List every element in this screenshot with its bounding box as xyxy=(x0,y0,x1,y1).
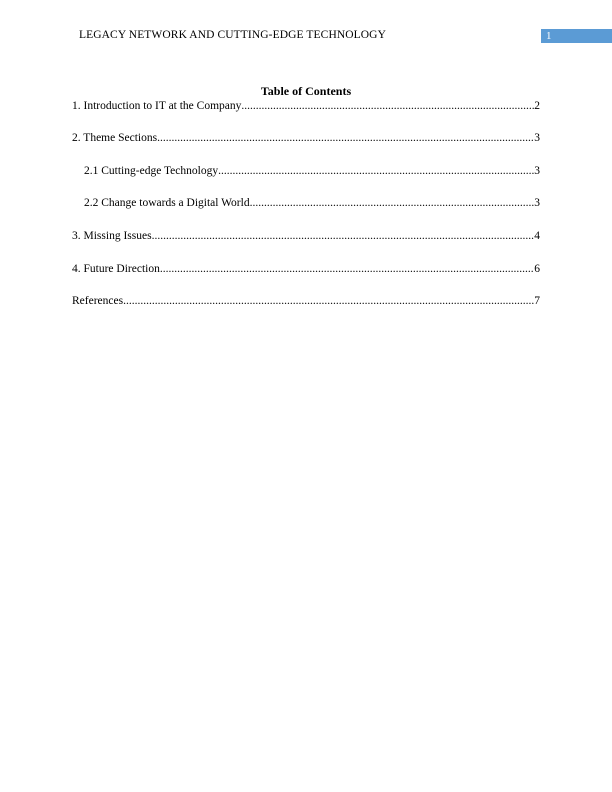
toc-entry-digital-world[interactable] xyxy=(84,196,540,210)
page-header xyxy=(0,0,612,48)
page-number: 1 xyxy=(546,30,552,42)
toc-entry-text: 2.2 Change towards a Digital World xyxy=(84,197,250,209)
toc-entry-theme-sections[interactable] xyxy=(72,131,540,145)
toc-leader-dots xyxy=(218,164,534,178)
toc-entry-text: 2.1 Cutting-edge Technology xyxy=(84,165,219,177)
toc-entry-page: 6 xyxy=(534,263,540,275)
toc-leader-dots xyxy=(160,262,534,276)
toc-entry-page: 7 xyxy=(534,295,540,307)
toc-entry-references[interactable] xyxy=(72,294,540,308)
toc-entry-cutting-edge-technology[interactable] xyxy=(84,164,540,178)
toc-leader-dots xyxy=(123,294,534,308)
toc-entry-future-direction[interactable] xyxy=(72,262,540,276)
toc-entry-text: 2. Theme Sections xyxy=(72,132,158,144)
toc-entry-introduction[interactable] xyxy=(72,99,540,113)
toc-entry-page: 4 xyxy=(534,230,540,242)
toc-entry-missing-issues[interactable] xyxy=(72,229,540,243)
toc-entry-text: 1. Introduction to IT at the Company xyxy=(72,100,242,112)
page-number-box xyxy=(541,29,612,43)
toc-entry-text: 3. Missing Issues xyxy=(72,230,152,242)
toc-entry-text: References xyxy=(72,295,124,307)
toc-entry-page: 3 xyxy=(534,132,540,144)
toc-entry-page: 3 xyxy=(534,165,540,177)
toc-leader-dots xyxy=(241,99,534,113)
running-head: LEGACY NETWORK AND CUTTING-EDGE TECHNOLOGY xyxy=(79,29,386,41)
toc-entry-page: 3 xyxy=(534,197,540,209)
toc-leader-dots xyxy=(157,131,534,145)
toc-entry-text: 4. Future Direction xyxy=(72,263,160,275)
toc-leader-dots xyxy=(152,229,535,243)
toc-leader-dots xyxy=(250,196,535,210)
toc-title: Table of Contents xyxy=(260,84,352,98)
toc-entry-page: 2 xyxy=(534,100,540,112)
